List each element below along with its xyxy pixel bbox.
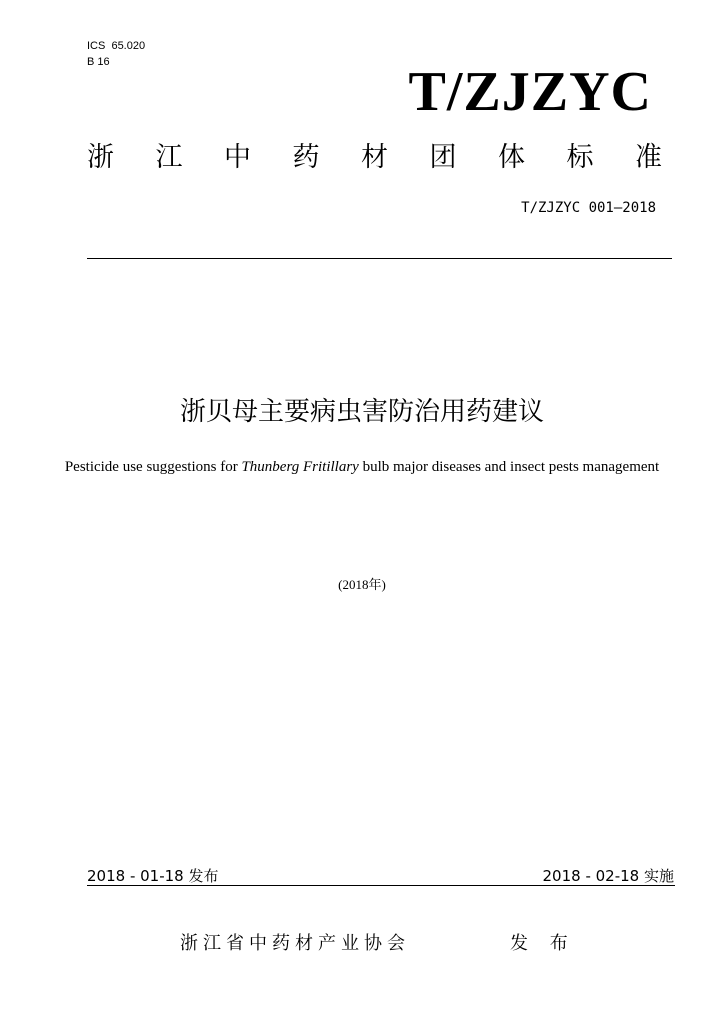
- org-title-char: 团: [429, 142, 457, 173]
- org-standard-title: [87, 140, 662, 176]
- org-title-char: 标: [566, 142, 594, 173]
- top-divider: [87, 258, 672, 259]
- title-en-before: Pesticide use suggestions for: [64, 459, 242, 475]
- title-en-after: bulb major diseases and insect pests management: [358, 459, 660, 475]
- standard-number: T/ZJZYC 001—2018: [521, 200, 656, 216]
- org-title-char: 中: [224, 142, 251, 173]
- org-title-char: 材: [361, 142, 388, 173]
- org-title-char: 体: [498, 142, 525, 173]
- org-title-char: 药: [292, 142, 320, 173]
- ccs-code: B 16: [87, 56, 110, 68]
- org-title-char: 江: [155, 142, 183, 173]
- document-title-cn: 浙贝母主要病虫害防治用药建议: [179, 397, 544, 427]
- title-en-species: Thunberg Fritillary: [241, 459, 359, 475]
- document-year: (2018年): [338, 577, 386, 592]
- org-title-char: 浙: [87, 142, 114, 173]
- bottom-divider: [87, 885, 675, 886]
- standard-code-heading: T/ZJZYC: [408, 61, 652, 123]
- document-title-en: [62, 455, 662, 479]
- issue-date: 2018 - 01-18 发布: [87, 867, 219, 885]
- issue-label: 发 布: [510, 933, 576, 954]
- issuer-name: 浙江省中药材产业协会: [180, 933, 410, 954]
- implement-date: 2018 - 02-18 实施: [542, 867, 674, 885]
- classification-codes: [87, 38, 145, 70]
- org-title-char: 准: [635, 142, 662, 173]
- ics-code: ICS 65.020: [87, 40, 146, 52]
